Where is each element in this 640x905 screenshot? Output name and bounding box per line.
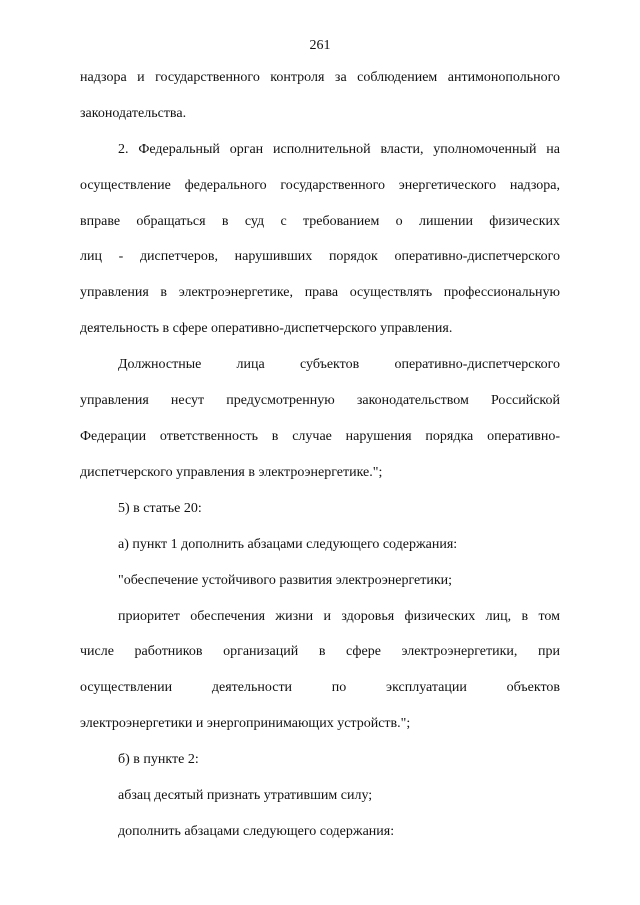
text-line: управления несут предусмотренную законодательством Российской <box>80 393 560 408</box>
text-line: осуществление федерального государственного энергетического надзора, <box>80 178 560 193</box>
text-line: управления в электроэнергетике, права осуществлять профессиональную <box>80 285 560 300</box>
text-line: дополнить абзацами следующего содержания: <box>118 824 395 839</box>
text-line: числе работников организаций в сфере электроэнергетики, при <box>80 644 560 659</box>
text-line: "обеспечение устойчивого развития электроэнергетики; <box>118 573 453 588</box>
text-line: вправе обращаться в суд с требованием о лишении физических <box>80 214 560 229</box>
text-line: лиц - диспетчеров, нарушивших порядок оперативно-диспетчерского <box>80 249 560 264</box>
text-line: 2. Федеральный орган исполнительной власти, уполномоченный на <box>118 142 560 157</box>
text-line: электроэнергетики и энергопринимающих устройств."; <box>80 716 411 731</box>
text-line: 5) в статье 20: <box>118 501 202 516</box>
text-line: законодательства. <box>80 106 187 121</box>
text-line: абзац десятый признать утратившим силу; <box>118 788 373 803</box>
text-line: осуществлении деятельности по эксплуатации объектов <box>80 680 560 695</box>
page-number: 261 <box>309 38 331 53</box>
text-line: деятельность в сфере оперативно-диспетчерского управления. <box>80 321 453 336</box>
text-line: надзора и государственного контроля за соблюдением антимонопольного <box>80 70 560 85</box>
text-line: б) в пункте 2: <box>118 752 199 767</box>
text-line: диспетчерского управления в электроэнергетике."; <box>80 465 383 480</box>
text-line: приоритет обеспечения жизни и здоровья физических лиц, в том <box>118 609 560 624</box>
text-line: Федерации ответственность в случае нарушения порядка оперативно- <box>80 429 560 444</box>
text-line: а) пункт 1 дополнить абзацами следующего содержания: <box>118 537 458 552</box>
text-line: Должностные лица субъектов оперативно-диспетчерского <box>118 357 560 372</box>
